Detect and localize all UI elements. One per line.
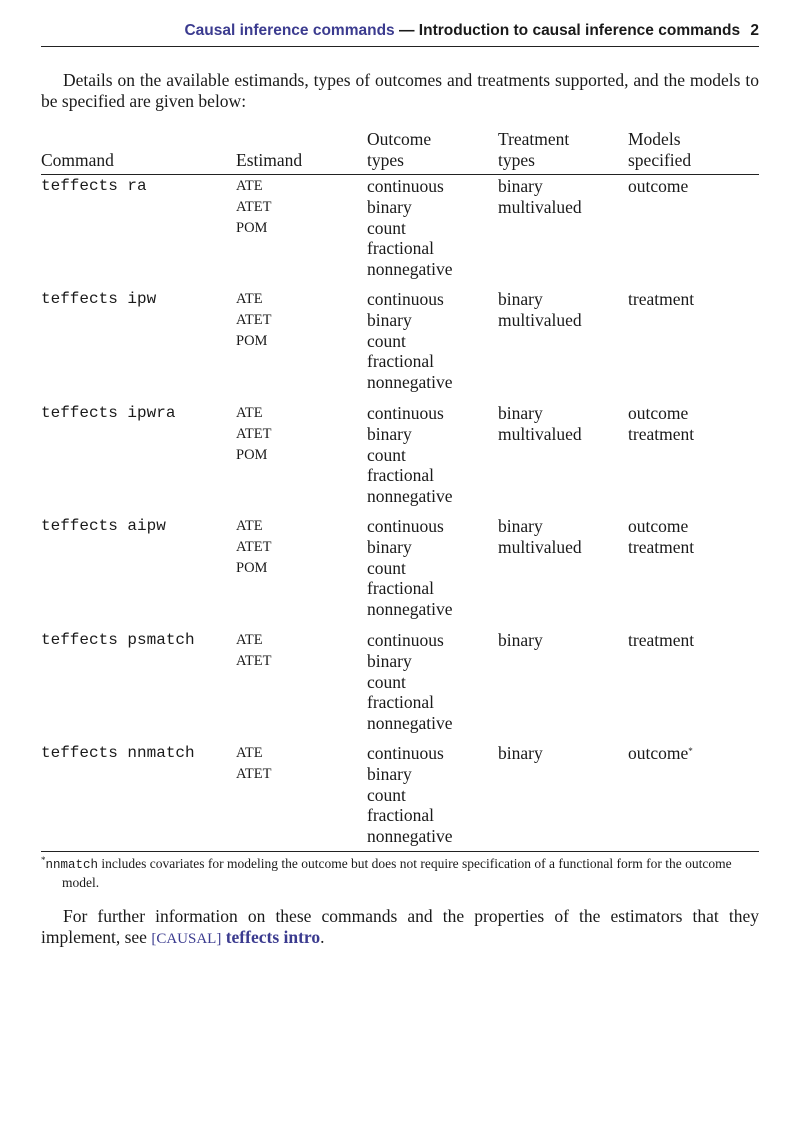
outcome-types-cell: continuous binary count fractional nonnegative <box>367 289 453 393</box>
header-section-link[interactable]: Causal inference commands <box>184 22 395 39</box>
models-cell: treatment <box>628 289 695 309</box>
outcome-types-cell: continuous binary count fractional nonnegative <box>367 176 453 280</box>
outcome-types-cell: continuous binary count fractional nonnegative <box>367 630 453 734</box>
command-cell[interactable]: teffects psmatch <box>41 631 195 649</box>
header-estimand: Estimand <box>236 150 303 170</box>
page-number: 2 <box>750 22 759 39</box>
running-header <box>41 20 759 47</box>
models-cell: outcome <box>628 176 689 196</box>
table-footnote <box>41 855 759 891</box>
models-cell: treatment <box>628 630 695 650</box>
outro-text: For further information on these commands and the properties of the estimators that they implement, see <box>41 906 759 947</box>
estimand-cell: ATE ATET <box>236 632 272 669</box>
table-row <box>41 743 759 853</box>
header-models-specified: Models specified <box>628 129 692 170</box>
teffects-intro-link[interactable]: teffects intro <box>225 927 321 947</box>
footnote-mark: * <box>41 855 46 865</box>
estimand-cell: ATE ATET <box>236 745 272 782</box>
estimand-cell: ATE ATET POM <box>236 518 272 576</box>
models-cell: outcome treatment <box>628 403 695 444</box>
table-row <box>41 516 759 626</box>
command-cell[interactable]: teffects ipwra <box>41 404 176 422</box>
table-row <box>41 403 759 513</box>
table-header <box>41 128 759 175</box>
table-row <box>41 289 759 399</box>
table-row <box>41 176 759 286</box>
estimand-cell: ATE ATET POM <box>236 291 272 349</box>
header-command: Command <box>41 150 114 170</box>
footnote-code: nnmatch <box>45 858 99 872</box>
header-treatment-types: Treatment types <box>498 129 570 170</box>
footnote-mark-ref: * <box>688 746 693 756</box>
treatment-types-cell: binary multivalued <box>498 289 582 330</box>
command-cell[interactable]: teffects aipw <box>41 517 166 535</box>
table-row <box>41 630 759 740</box>
command-cell[interactable]: teffects ipw <box>41 290 157 308</box>
manual-reference[interactable]: [CAUSAL] <box>151 931 222 947</box>
command-cell[interactable]: teffects ra <box>41 177 147 195</box>
outcome-types-cell: continuous binary count fractional nonnegative <box>367 516 453 620</box>
treatment-types-cell: binary multivalued <box>498 516 582 557</box>
models-cell: outcome* <box>628 743 693 763</box>
footnote-text: includes covariates for modeling the outcome but does not require specification of a functional form for the outcome <box>98 856 732 871</box>
header-title: — Introduction to causal inference commands <box>399 22 741 39</box>
header-outcome-types: Outcome types <box>367 129 432 170</box>
outcome-types-cell: continuous binary count fractional nonnegative <box>367 403 453 507</box>
estimand-cell: ATE ATET POM <box>236 178 272 236</box>
outcome-types-cell: continuous binary count fractional nonnegative <box>367 743 453 847</box>
table-bottom-rule <box>41 851 759 852</box>
treatment-types-cell: binary multivalued <box>498 403 582 444</box>
treatment-types-cell: binary <box>498 630 543 650</box>
treatment-types-cell: binary multivalued <box>498 176 582 217</box>
outro-end: . <box>320 927 325 947</box>
command-cell[interactable]: teffects nnmatch <box>41 744 195 762</box>
outro-paragraph <box>41 906 759 950</box>
treatment-types-cell: binary <box>498 743 543 763</box>
models-cell: outcome treatment <box>628 516 695 557</box>
footnote-text-cont: model. <box>62 875 100 890</box>
intro-paragraph: Details on the available estimands, types of outcomes and treatments supported, and the models to be specified are given below: <box>41 70 759 111</box>
estimand-cell: ATE ATET POM <box>236 405 272 463</box>
